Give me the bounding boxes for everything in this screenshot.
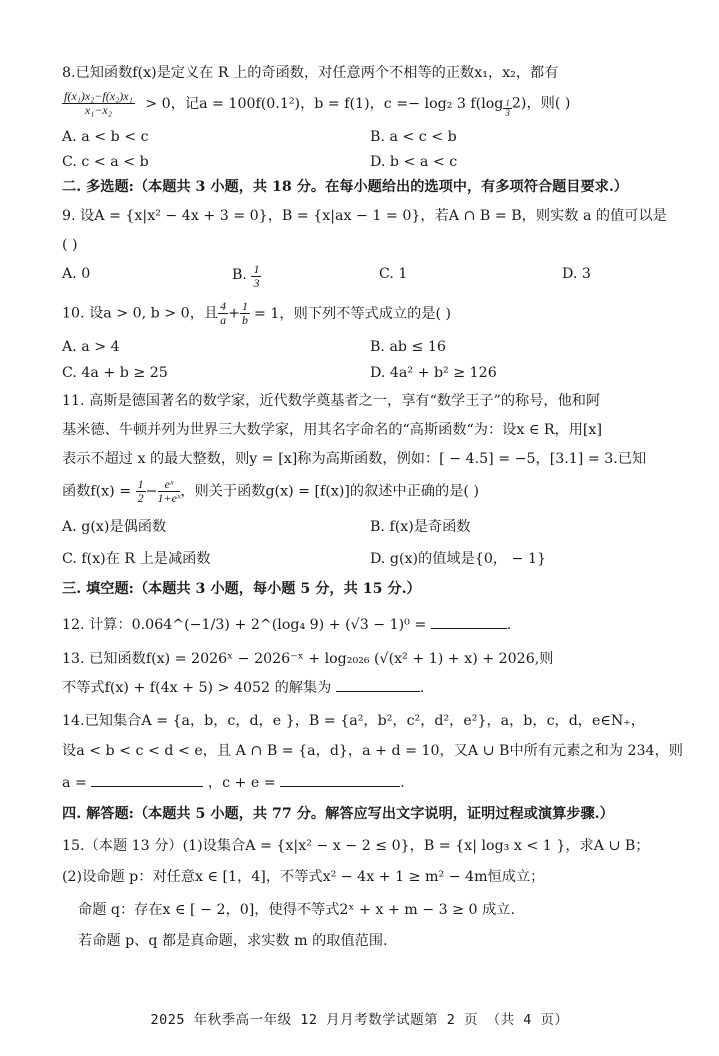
q9-stem-line2: ( ) <box>62 237 78 253</box>
q12-expression: 12. 计算：0.064^(−1/3) + 2^(log₄ 9) + (√3 − 1)⁰ = <box>62 617 427 633</box>
q13-stem-line2 <box>62 677 679 699</box>
q8-log-base: $\frac{1}{3}$ <box>505 97 510 118</box>
q12-stem <box>62 614 679 636</box>
q10-option-b[interactable]: B. ab ≤ 16 <box>370 339 446 355</box>
q8-condition-tail: 2)，则( ) <box>511 95 571 112</box>
q8-fraction-numerator: f(x₁)x₂−f(x₂)x₁ <box>64 89 133 103</box>
q15-requirement: 若命题 p、q 都是真命题，求实数 m 的取值范围. <box>78 933 388 949</box>
q8-condition-fraction <box>62 90 135 117</box>
q14-period: . <box>400 775 405 791</box>
q11-option-c[interactable]: C. f(x)在 R 上是减函数 <box>62 551 211 567</box>
q9-option-a[interactable]: A. 0 <box>62 266 91 282</box>
q9-option-b[interactable] <box>232 263 261 290</box>
q11-stem-line1: 11. 高斯是德国著名的数学家，近代数学奠基者之一，享有“数学王子”的称号，他和阿 <box>62 393 601 409</box>
q14-ce-answer-blank[interactable] <box>280 772 400 787</box>
q11-option-d[interactable]: D. g(x)的值域是{0， − 1} <box>370 551 546 567</box>
q13-stem-line1: 13. 已知函数f(x) = 2026ˣ − 2026⁻ˣ + log₂₀₂₆ (√(x² + 1) + x) + 2026,则 <box>62 651 554 667</box>
q10-option-d[interactable]: D. 4a² + b² ≥ 126 <box>370 365 497 381</box>
q9-option-b-label: B. <box>232 267 247 283</box>
q15-part2-proposition-p: (2)设命题 p：对任意x ∈ [1，4]，不等式x² − 4x + 1 ≥ m² − 4m恒成立； <box>62 869 545 885</box>
q14-a-answer-blank[interactable] <box>91 772 203 787</box>
q13-period: . <box>419 680 425 696</box>
q14-answers <box>62 772 679 794</box>
q8-option-a[interactable]: A. a < b < c <box>62 129 149 145</box>
q9-option-d[interactable]: D. 3 <box>562 266 591 282</box>
q11-stem-suffix: ，则关于函数g(x) = [f(x)]的叙述中正确的是( ) <box>180 483 479 500</box>
q12-period: . <box>506 617 512 633</box>
q11-stem-line4 <box>62 478 679 508</box>
section4-heading: 四. 解答题:（本题共 5 小题，共 77 分。解答应写出文字说明，证明过程或演算步骤.） <box>62 806 614 822</box>
q12-answer-blank[interactable] <box>431 614 507 629</box>
q10-stem-prefix: 10. 设a > 0, b > 0，且 <box>62 305 219 322</box>
q15-proposition-q: 命题 q：存在x ∈ [ − 2，0]，使得不等式2ˣ + x + m − 3 ≥ 0 成立. <box>78 902 515 918</box>
q13-answer-blank[interactable] <box>336 677 420 692</box>
q11-minus: − <box>145 483 158 500</box>
q13-inequality: 不等式f(x) + f(4x + 5) > 4052 的解集为 <box>62 680 332 696</box>
q10-option-a[interactable]: A. a > 4 <box>62 339 120 355</box>
q9-option-c[interactable]: C. 1 <box>379 266 408 282</box>
q10-fraction-4-a: $\frac{4}{a}$ <box>220 299 227 327</box>
q8-option-b[interactable]: B. a < c < b <box>370 129 457 145</box>
page-footer: 2025 年秋季高一年级 12 月月考数学试题第 2 页 （共 4 页） <box>150 1012 569 1028</box>
q14-stem-line2: 设a < b < c < d < e，且 A ∩ B = {a，d}，a + d = 10，又A ∪ B中所有元素之和为 234，则 <box>62 743 683 759</box>
q9-options <box>62 263 679 291</box>
q11-fraction-half: $\frac{1}{2}$ <box>137 477 144 505</box>
q11-stem-line2: 基米德、牛顿并列为世界三大数学家，用其名字命名的“高斯函数“为：设x ∈ R，用[x] <box>62 422 602 438</box>
section3-heading: 三. 填空题:（本题共 3 小题，每小题 5 分，共 15 分.） <box>62 581 421 597</box>
q11-stem-line3: 表示不超过 x 的最大整数，则y = [x]称为高斯函数，例如：[ − 4.5] = −5，[3.1] = 3.已知 <box>62 451 647 467</box>
q15-part1: 15.（本题 13 分）(1)设集合A = {x|x² − x − 2 ≤ 0}，B = {x| log₃ x < 1 }，求A ∪ B； <box>62 838 650 854</box>
q8-stem-line1: 8.已知函数f(x)是定义在 R 上的奇函数，对任意两个不相等的正数x₁，x₂，都有 <box>62 65 559 81</box>
q8-option-c[interactable]: C. c < a < b <box>62 154 149 170</box>
q8-condition <box>62 90 679 120</box>
q14-stem-line1: 14.已知集合A = {a，b，c，d，e }，B = {a²，b²，c²，d²，e²}，a，b，c，d，e∈N₊， <box>62 713 645 729</box>
q8-condition-rest: > 0，记a = 100f(0.1²)，b = f(1)，c =− log₂ 3 f(log <box>145 95 504 112</box>
q14-ce-label: ，c + e = <box>207 775 276 791</box>
section2-heading: 二. 多选题:（本题共 3 小题，共 18 分。在每小题给出的选项中，有多项符合题目要求.） <box>62 179 628 195</box>
q10-stem-suffix: = 1，则下列不等式成立的是( ) <box>253 305 452 322</box>
q8-fraction-denominator: x₁−x₂ <box>84 103 112 117</box>
q9-stem-line1: 9. 设A = {x|x² − 4x + 3 = 0}，B = {x|ax − 1 = 0}，若A ∩ B = B，则实数 a 的值可以是 <box>62 208 667 224</box>
q10-stem <box>62 300 679 330</box>
q11-fraction-exp: $\frac{\text{eˣ}}{\text{1+eˣ}}$ <box>157 477 181 505</box>
q11-option-b[interactable]: B. f(x)是奇函数 <box>370 519 471 535</box>
q10-plus: + <box>228 305 240 322</box>
q11-function-label: 函数f(x) = <box>62 483 132 500</box>
q10-option-c[interactable]: C. 4a + b ≥ 25 <box>62 365 168 381</box>
q8-option-d[interactable]: D. b < a < c <box>370 154 458 170</box>
q9-option-b-fraction: $\frac{1}{3}$ <box>253 262 260 290</box>
q14-a-label: a = <box>62 775 87 791</box>
q10-fraction-1-b: $\frac{1}{b}$ <box>241 299 248 327</box>
q11-option-a[interactable]: A. g(x)是偶函数 <box>62 519 167 535</box>
